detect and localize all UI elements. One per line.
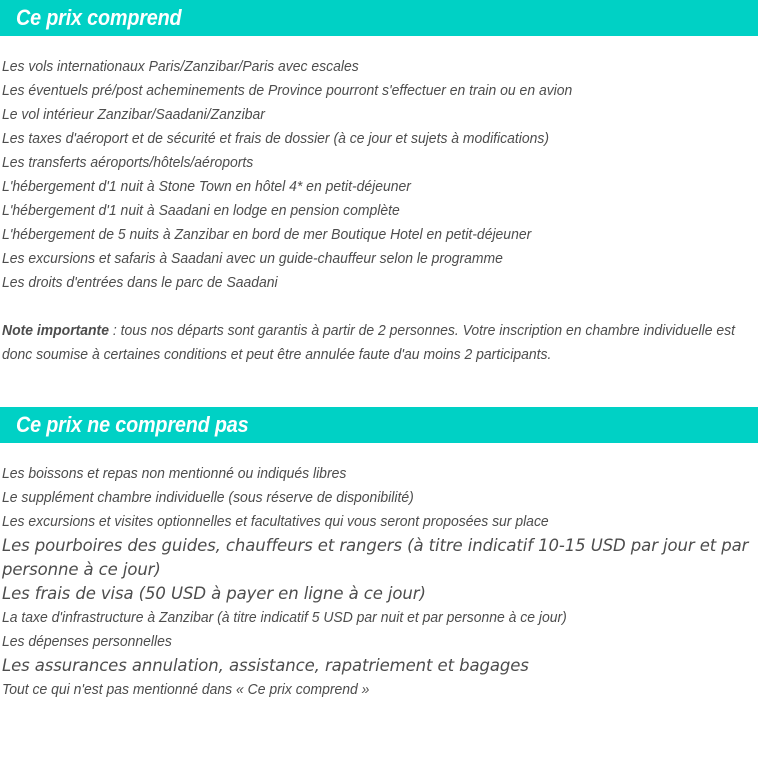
list-item: Le supplément chambre individuelle (sous réserve de disponibilité) [2, 489, 414, 506]
list-item: Les vols internationaux Paris/Zanzibar/Paris avec escales [2, 58, 359, 75]
not-included-list [2, 462, 752, 702]
list-item: Les taxes d'aéroport et de sécurité et frais de dossier (à ce jour et sujets à modifications) [2, 130, 549, 147]
list-item: Les dépenses personnelles [2, 633, 172, 650]
list-item: La taxe d'infrastructure à Zanzibar (à titre indicatif 5 USD par nuit et par personne à ce jour) [2, 609, 567, 626]
list-item: Les éventuels pré/post acheminements de Province pourront s'effectuer en train ou en avion [2, 82, 573, 99]
spacer [2, 443, 752, 462]
list-item: Les pourboires des guides, chauffeurs et rangers (à titre indicatif 10-15 USD par jour et par personne à ce jour) [2, 536, 749, 579]
note-important-text: : tous nos départs sont garantis à partir de 2 personnes. Votre inscription en chambre individuelle est donc soumise à certaines conditions et peut être annulée faute d'au moins 2 participants. [2, 322, 735, 363]
spacer [2, 36, 752, 55]
list-item: Les boissons et repas non mentionné ou indiqués libres [2, 465, 347, 482]
list-item: L'hébergement d'1 nuit à Saadani en lodge en pension complète [2, 202, 400, 219]
section-header-not-included [0, 407, 758, 443]
section-title-not-included: Ce prix ne comprend pas [16, 412, 249, 437]
section-header-included [0, 0, 758, 36]
list-item: Les droits d'entrées dans le parc de Saadani [2, 274, 278, 291]
section-body-not-included [0, 443, 758, 702]
list-item: Les transferts aéroports/hôtels/aéroports [2, 154, 254, 171]
list-item: L'hébergement d'1 nuit à Stone Town en hôtel 4* en petit-déjeuner [2, 178, 411, 195]
note-important [2, 319, 752, 367]
included-list [2, 55, 752, 295]
section-title-included: Ce prix comprend [16, 5, 182, 30]
note-important-label: Note importante [2, 322, 109, 339]
list-item: Les frais de visa (50 USD à payer en ligne à ce jour) [2, 584, 426, 603]
section-not-included [0, 407, 758, 702]
sections-divider [0, 367, 758, 407]
note-important-block [2, 319, 752, 367]
section-body-included [0, 36, 758, 367]
list-item: Le vol intérieur Zanzibar/Saadani/Zanzibar [2, 106, 265, 123]
list-item: Les excursions et safaris à Saadani avec un guide-chauffeur selon le programme [2, 250, 503, 267]
list-item: L'hébergement de 5 nuits à Zanzibar en bord de mer Boutique Hotel en petit-déjeuner [2, 226, 532, 243]
list-item: Tout ce qui n'est pas mentionné dans « Ce prix comprend » [2, 681, 370, 698]
section-included [0, 0, 758, 367]
list-item: Les excursions et visites optionnelles et facultatives qui vous seront proposées sur place [2, 513, 549, 530]
list-item: Les assurances annulation, assistance, rapatriement et bagages [2, 656, 529, 675]
